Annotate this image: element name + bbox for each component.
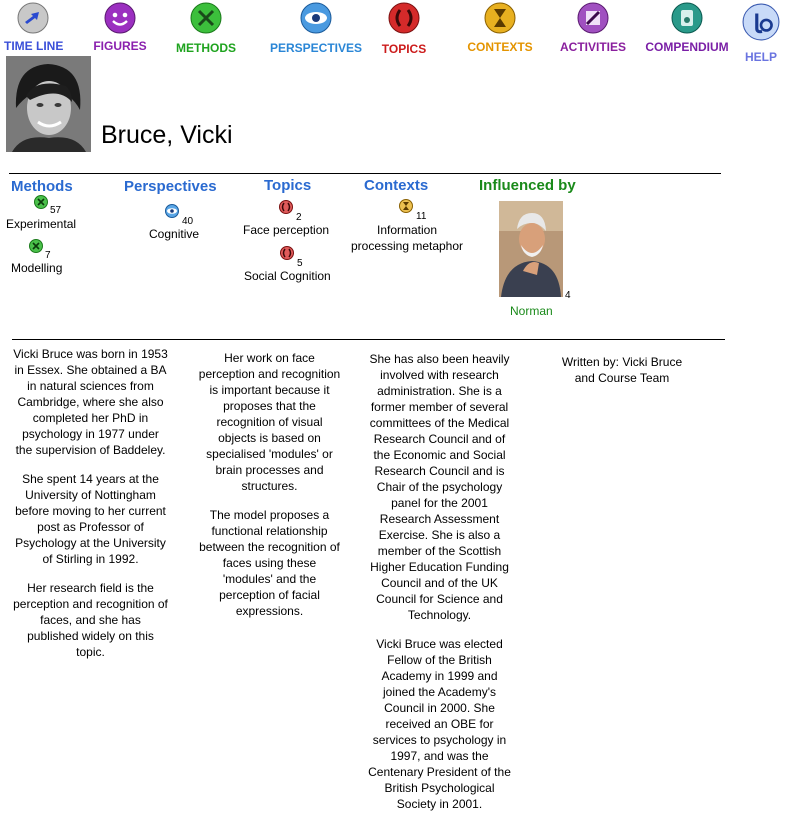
nav-compendium[interactable] — [644, 0, 730, 54]
bio-column-4 — [554, 354, 690, 399]
bio-paragraph: She spent 14 years at the University of Nottingham before moving to her current post as Professor of Psychology at the University of Stirling in 1992. — [15, 472, 166, 566]
nav-timeline[interactable] — [4, 0, 62, 53]
influence-count: 4 — [565, 290, 571, 301]
nav-perspectives[interactable] — [270, 0, 362, 55]
methods-icon — [34, 195, 48, 209]
method-count: 57 — [50, 205, 62, 216]
smiley-icon — [104, 2, 136, 34]
nav-contexts-label: CONTEXTS — [467, 40, 533, 54]
bio-paragraph: The model proposes a functional relationship between the recognition of faces using these 'modules' and the perception of facial expressions. — [199, 508, 340, 618]
bio-paragraph: Her research field is the perception and recognition of faces, and she has published widely on this topic. — [13, 581, 168, 659]
bio-paragraph: She has also been heavily involved with research administration. She is a former member of several committees of the Medical Research Council and of the Economic and Social Research Council and is Chair of the psychology panel for the 2001 Research Assessment Exercise. She is also a member of the Scottish Higher Education Funding Council and of the UK Council for Science and Technology. — [369, 352, 510, 622]
nav-figures-label: FIGURES — [93, 39, 147, 53]
bio-column-3 — [364, 351, 515, 825]
method-count: 7 — [45, 250, 51, 261]
nav-activities[interactable] — [558, 0, 628, 54]
methods-icon — [190, 2, 222, 34]
bio-paragraph: Vicki Bruce was elected Fellow of the British Academy in 1999 and joined the Academy's Council in 2000. She received an OBE for services to psychology in 1997, and was the Centenary President of the British Psychological Society in 2001. — [368, 637, 511, 811]
nav-compendium-label: COMPENDIUM — [645, 40, 729, 54]
nav-contexts[interactable] — [466, 0, 534, 54]
method-label[interactable]: Experimental — [6, 217, 77, 231]
eye-icon — [300, 2, 332, 34]
contexts-heading: Contexts — [364, 177, 429, 194]
perspectives-heading: Perspectives — [124, 178, 217, 195]
methods-icon — [29, 239, 43, 253]
topics-heading: Topics — [264, 177, 312, 194]
credits: Written by: Vicki Bruce and Course Team — [561, 355, 683, 385]
bio-paragraph: Vicki Bruce was born in 1953 in Essex. She obtained a BA in natural sciences from Cambridge, where she also completed her PhD in psychology in 1977 under the supervision of Baddeley. — [13, 347, 168, 457]
portrait-photo — [6, 56, 91, 152]
influence-photo[interactable] — [499, 201, 563, 297]
context-label-line: Information — [376, 223, 438, 237]
header-divider — [9, 173, 721, 174]
hourglass-icon — [484, 2, 516, 34]
bio-column-2 — [197, 350, 342, 632]
page-title: Bruce, Vicki — [101, 121, 233, 149]
perspective-count: 40 — [182, 216, 194, 227]
context-label[interactable] — [348, 222, 466, 254]
pencil-icon — [577, 2, 609, 34]
nav-topics-label: TOPICS — [381, 42, 427, 56]
context-label-line: processing metaphor — [350, 239, 464, 253]
topics-icon — [280, 246, 294, 260]
nav-methods-label: METHODS — [176, 41, 236, 55]
section-divider — [12, 339, 725, 340]
topics-icon — [279, 200, 293, 214]
timeline-icon — [17, 2, 49, 34]
topics-icon — [388, 2, 420, 34]
help-icon — [742, 3, 780, 41]
influence-name-link[interactable]: Norman — [510, 304, 553, 318]
hourglass-icon — [399, 199, 413, 213]
nav-methods[interactable] — [174, 0, 238, 55]
topic-count: 5 — [297, 258, 303, 269]
methods-heading: Methods — [11, 178, 73, 195]
eye-icon — [165, 204, 179, 218]
method-label[interactable]: Modelling — [11, 261, 63, 275]
context-count: 11 — [416, 211, 427, 222]
topic-label[interactable]: Social Cognition — [244, 269, 331, 283]
nav-help-label: HELP — [744, 50, 777, 64]
nav-figures[interactable] — [92, 0, 148, 53]
perspective-label[interactable]: Cognitive — [149, 227, 200, 241]
nav-topics[interactable] — [378, 0, 430, 56]
nav-timeline-label: TIME LINE — [4, 39, 64, 53]
nav-perspectives-label: PERSPECTIVES — [270, 41, 363, 55]
influenced-by-heading: Influenced by — [479, 177, 576, 194]
nav-activities-label: ACTIVITIES — [559, 40, 626, 54]
topic-label[interactable]: Face perception — [243, 223, 330, 237]
bio-column-1 — [13, 346, 168, 673]
bio-paragraph: Her work on face perception and recognition is important because it proposes that the recognition of visual objects is based on specialised 'modules' or brain processes and structures. — [198, 351, 341, 493]
book-icon — [671, 2, 703, 34]
nav-help[interactable] — [740, 0, 782, 64]
topic-count: 2 — [296, 212, 302, 223]
